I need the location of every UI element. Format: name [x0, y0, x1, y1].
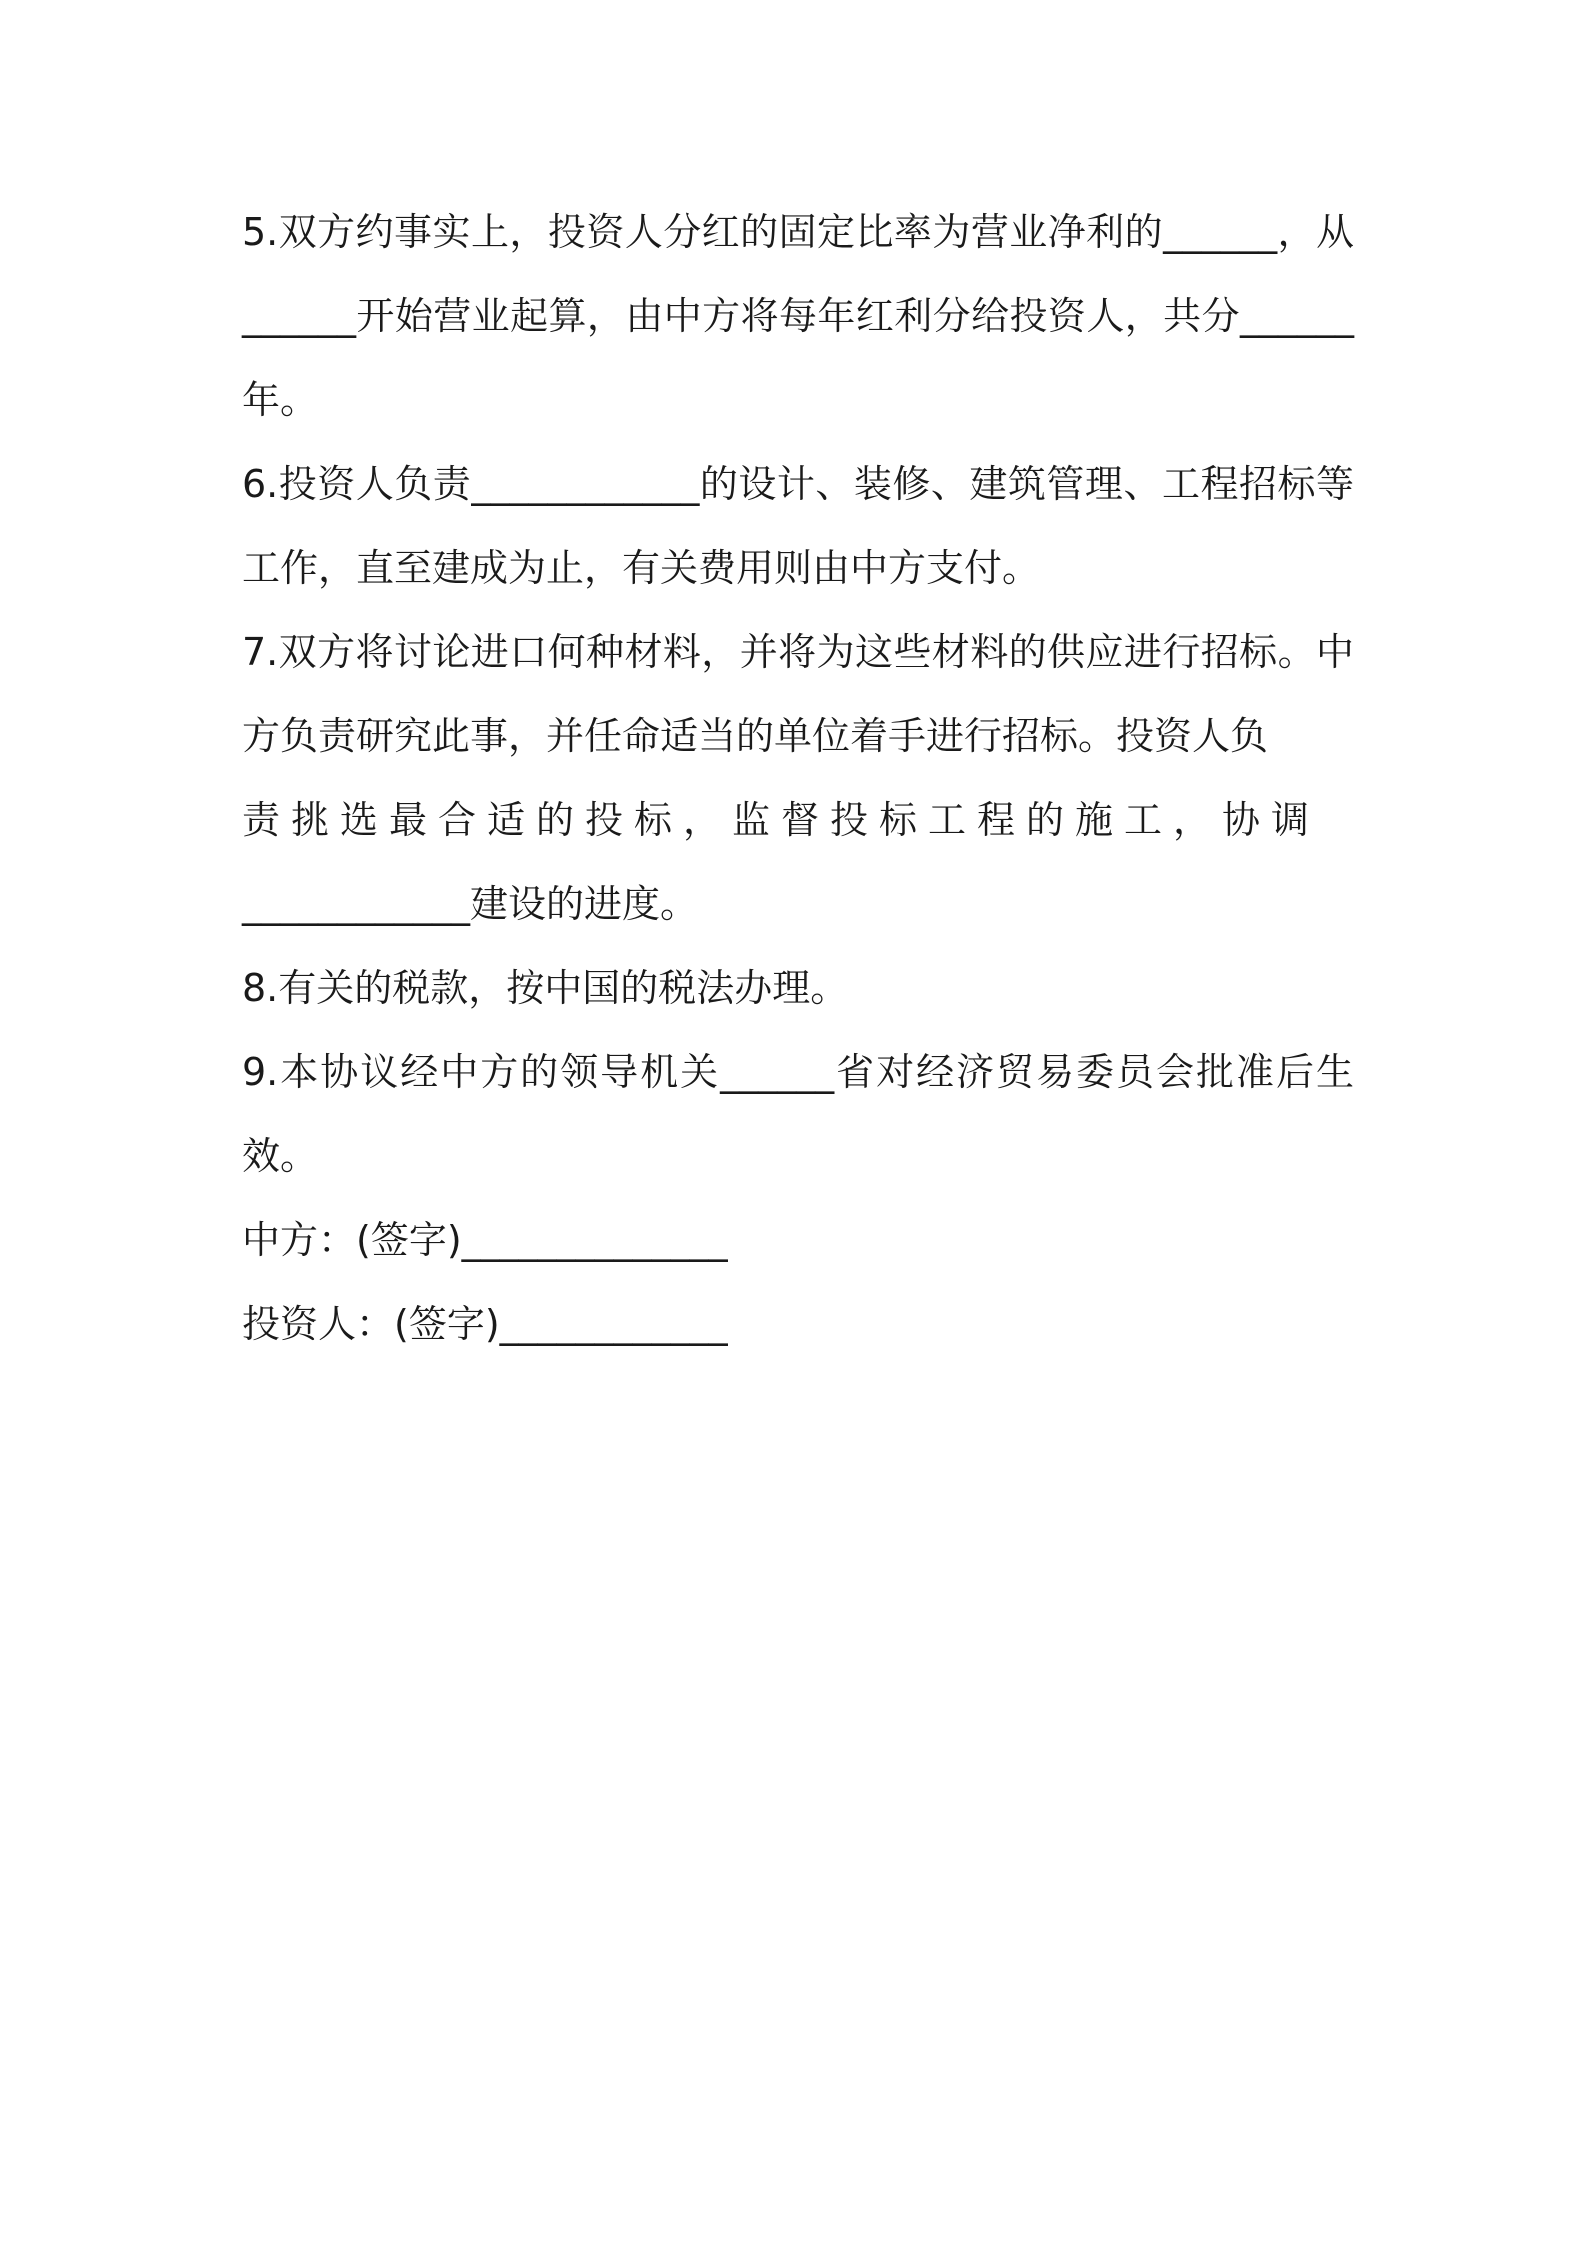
clause-8: 8.有关的税款，按中国的税法办理。: [242, 966, 849, 1010]
clause-6: 6.投资人负责____________的设计、装修、建筑管理、工程招标等工作，直至建成为止，有关费用则由中方支付。: [242, 462, 1354, 590]
signature-investor: 投资人：(签字)____________: [242, 1302, 728, 1346]
clause-7-end: ____________建设的进度。: [242, 882, 699, 926]
clause-7: 7.双方将讨论进口何种材料，并将为这些材料的供应进行招标。中方负责研究此事，并任命适当的单位着手进行招标。投资人负: [242, 630, 1354, 758]
document-body: [242, 190, 1354, 1366]
clause-7-continued: 责挑选最合适的投标，监督投标工程的施工，协调: [242, 798, 1321, 842]
signature-chinese-party: 中方：(签字)______________: [242, 1218, 728, 1262]
clause-9: 9.本协议经中方的领导机关______省对经济贸易委员会批准后生效。: [242, 1050, 1354, 1178]
clause-5: 5.双方约事实上，投资人分红的固定比率为营业净利的______，从______开始营业起算，由中方将每年红利分给投资人，共分______年。: [242, 210, 1354, 422]
